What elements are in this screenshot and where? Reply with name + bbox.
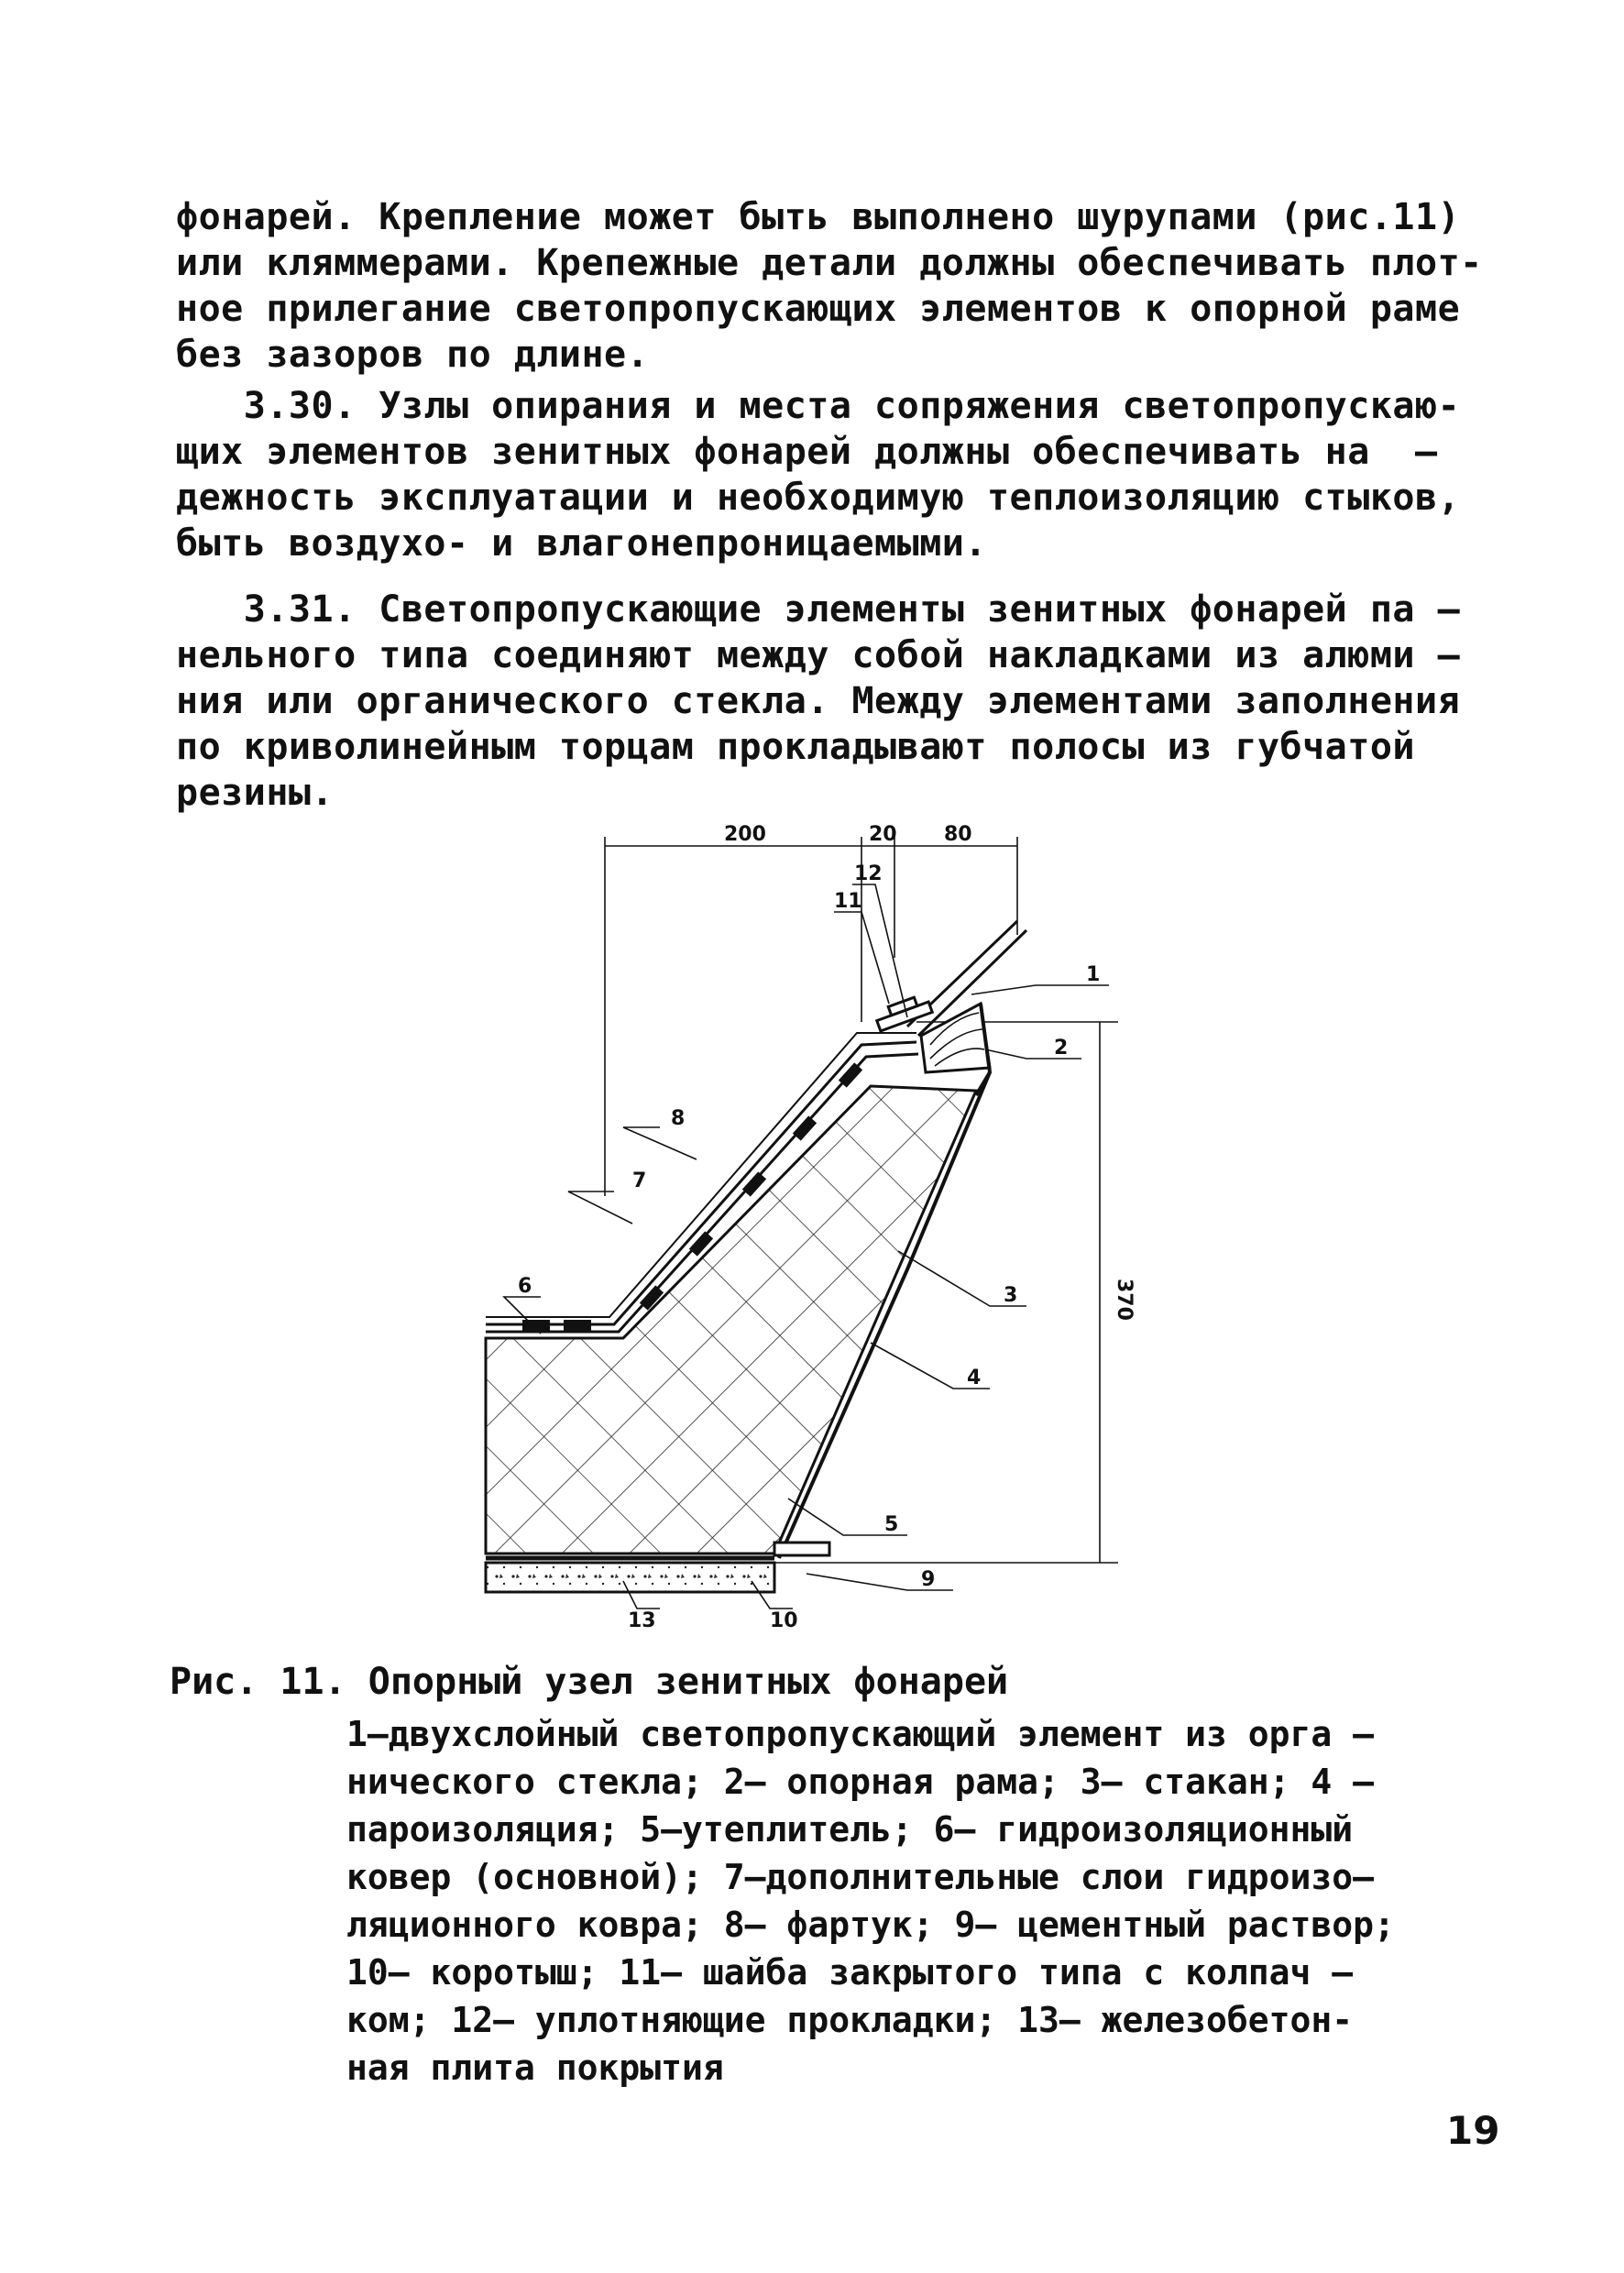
text-line: щих элементов зенитных фонарей должны обеспечивать на –	[176, 431, 1438, 473]
dim-200: 200	[724, 823, 766, 846]
paragraph-3-30	[176, 383, 1505, 566]
callout-7: 7	[632, 1169, 647, 1192]
dim-20: 20	[869, 823, 897, 846]
text-line: дежность эксплуатации и необходимую теплоизоляцию стыков,	[176, 477, 1461, 519]
paragraph-3-31	[176, 587, 1505, 816]
text-line: быть воздухо- и влагонепроницаемыми.	[176, 522, 987, 565]
support-node-diagram	[477, 823, 1173, 1632]
callout-5: 5	[884, 1513, 899, 1536]
text-line: без зазоров по длине.	[176, 334, 650, 376]
callout-9: 9	[921, 1568, 936, 1591]
callout-2: 2	[1054, 1037, 1069, 1060]
caption-line: 1–двухслойный светопропускающий элемент из орга –	[346, 1714, 1375, 1754]
text-line: ное прилегание светопропускающих элементов к опорной раме	[176, 288, 1461, 330]
caption-line: ная плита покрытия	[346, 2048, 724, 2088]
text-line: фонарей. Крепление может быть выполнено шурупами (рис.11)	[176, 196, 1461, 238]
caption-line: 10– коротыш; 11– шайба закрытого типа с колпач –	[346, 1952, 1354, 1993]
text-line: ния или органического стекла. Между элементами заполнения	[176, 680, 1461, 722]
figure-caption-legend	[346, 1710, 1538, 2092]
dim-80: 80	[944, 823, 972, 846]
text-line: резины.	[176, 772, 335, 814]
caption-line: ком; 12– уплотняющие прокладки; 13– железобетон-	[346, 2000, 1354, 2040]
paragraph-1	[176, 194, 1505, 378]
figure-caption-title: Рис. 11. Опорный узел зенитных фонарей	[170, 1661, 1009, 1703]
caption-line: ляционного ковра; 8– фартук; 9– цементный раствор;	[346, 1905, 1395, 1945]
caption-line: ковер (основной); 7–дополнительные слои гидроизо–	[346, 1857, 1375, 1897]
page-number: 19	[1446, 2108, 1500, 2153]
callout-12: 12	[854, 862, 883, 885]
concrete-slab	[486, 1563, 774, 1592]
figure-11-drawing	[477, 823, 1173, 1632]
text-line: нельного типа соединяют между собой накладками из алюми –	[176, 634, 1461, 676]
caption-line: пароизоляция; 5–утеплитель; 6– гидроизоляционный	[346, 1809, 1354, 1850]
text-line: 3.30. Узлы опирания и места сопряжения светопропускаю-	[176, 385, 1461, 427]
text-line: или кляммерами. Крепежные детали должны обеспечивать плот-	[176, 242, 1483, 284]
dim-370: 370	[1113, 1279, 1136, 1321]
callout-8: 8	[671, 1107, 686, 1130]
text-line: 3.31. Светопропускающие элементы зенитных фонарей па –	[176, 588, 1461, 631]
callout-13: 13	[628, 1609, 656, 1632]
text-line: по криволинейным торцам прокладывают полосы из губчатой	[176, 726, 1416, 768]
glazing-element	[877, 921, 1026, 1095]
callout-4: 4	[967, 1367, 982, 1389]
insulation-body	[486, 1086, 976, 1554]
callout-1: 1	[1086, 963, 1101, 986]
callout-11: 11	[834, 890, 862, 913]
callout-10: 10	[770, 1609, 798, 1632]
callout-6: 6	[518, 1275, 532, 1298]
callout-3: 3	[1004, 1284, 1018, 1307]
caption-line: нического стекла; 2– опорная рама; 3– стакан; 4 –	[346, 1762, 1375, 1802]
